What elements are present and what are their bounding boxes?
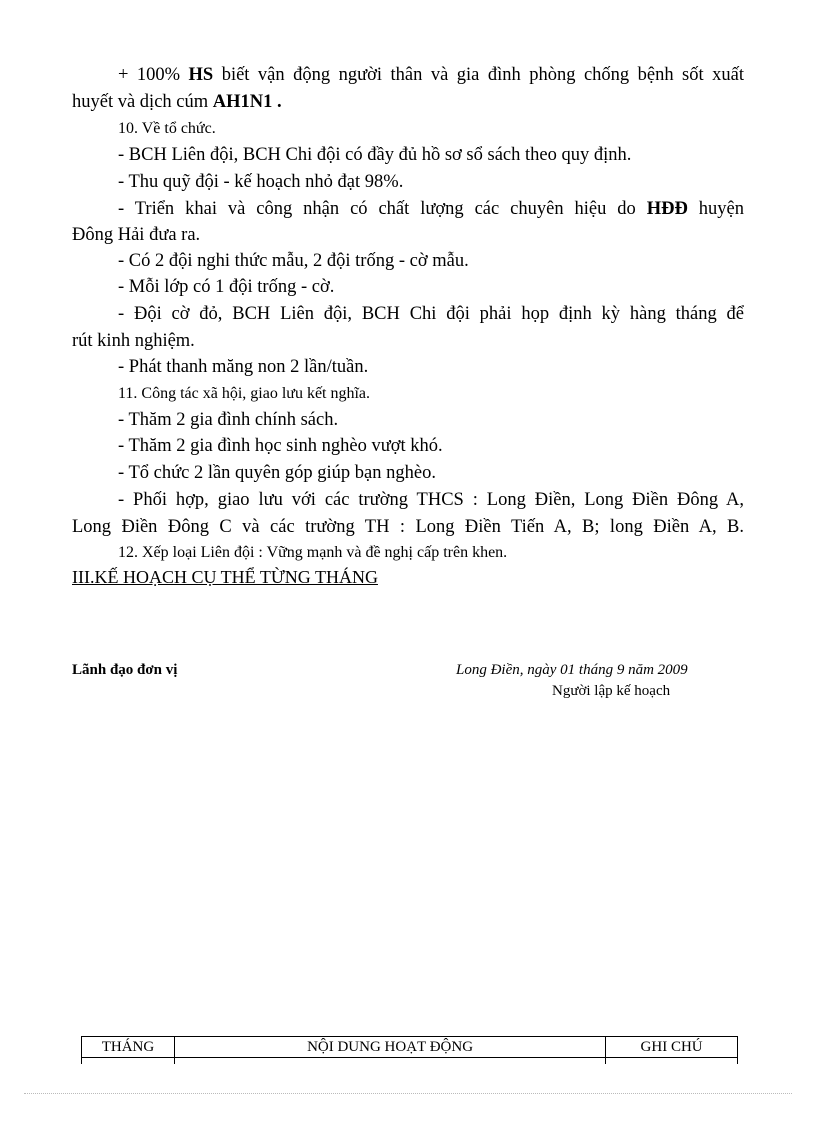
section-heading-11: 11. Công tác xã hội, giao lưu kết nghĩa. <box>118 385 371 402</box>
paragraph-line: rút kinh nghiệm. <box>72 331 195 351</box>
section-heading-12: 12. Xếp loại Liên đội : Vững mạnh và đề nghị cấp trên khen. <box>118 544 508 561</box>
paragraph-line: Đông Hải đưa ra. <box>72 225 201 245</box>
paragraph-line: huyết và dịch cúm AH1N1 . <box>72 92 282 112</box>
paragraph-line: + 100% HS biết vận động người thân và gia đình phòng chống bệnh sốt xuất <box>118 65 744 85</box>
date-place-line: Long Điền, ngày 01 tháng 9 năm 2009 <box>456 662 688 678</box>
paragraph-line: - Mỗi lớp có 1 đội trống - cờ. <box>118 277 335 297</box>
section-heading-iii: III.KẾ HOẠCH CỤ THỂ TỪNG THÁNG <box>72 567 378 587</box>
table-cell <box>174 1058 605 1065</box>
column-header-month: THÁNG <box>82 1037 175 1058</box>
page-bottom-divider <box>24 1093 792 1094</box>
table-header-row <box>82 1037 738 1058</box>
paragraph-line: - Thu quỹ đội - kế hoạch nhỏ đạt 98%. <box>118 172 404 192</box>
paragraph-line: - Thăm 2 gia đình chính sách. <box>118 410 339 430</box>
paragraph-line: - Triển khai và công nhận có chất lượng các chuyên hiệu do HĐĐ huyện <box>118 199 744 219</box>
section-heading-10: 10. Về tổ chức. <box>118 120 216 137</box>
column-header-content: NỘI DUNG HOẠT ĐỘNG <box>174 1037 605 1058</box>
column-header-note: GHI CHÚ <box>606 1037 738 1058</box>
paragraph-line: - Phát thanh măng non 2 lần/tuần. <box>118 357 369 377</box>
leader-signature-label: Lãnh đạo đơn vị <box>72 662 178 678</box>
paragraph-line: - Đội cờ đỏ, BCH Liên đội, BCH Chi đội phải họp định kỳ hàng tháng để <box>118 304 744 324</box>
paragraph-line: - Phối hợp, giao lưu với các trường THCS : Long Điền, Long Điền Đông A, <box>118 490 744 510</box>
paragraph-line: - BCH Liên đội, BCH Chi đội có đầy đủ hồ sơ sổ sách theo quy định. <box>118 145 632 165</box>
paragraph-line: - Có 2 đội nghi thức mẫu, 2 đội trống - cờ mẫu. <box>118 251 469 271</box>
paragraph-line: - Thăm 2 gia đình học sinh nghèo vượt khó. <box>118 436 443 456</box>
paragraph-line: Long Điền Đông C và các trường TH : Long Điền Tiến A, B; long Điền A, B. <box>72 517 744 537</box>
table-cell <box>606 1058 738 1065</box>
table-cell <box>82 1058 175 1065</box>
monthly-plan-table <box>81 1036 738 1064</box>
table-row <box>82 1058 738 1065</box>
author-signature-label: Người lập kế hoạch <box>552 683 671 699</box>
paragraph-line: - Tổ chức 2 lần quyên góp giúp bạn nghèo. <box>118 463 436 483</box>
